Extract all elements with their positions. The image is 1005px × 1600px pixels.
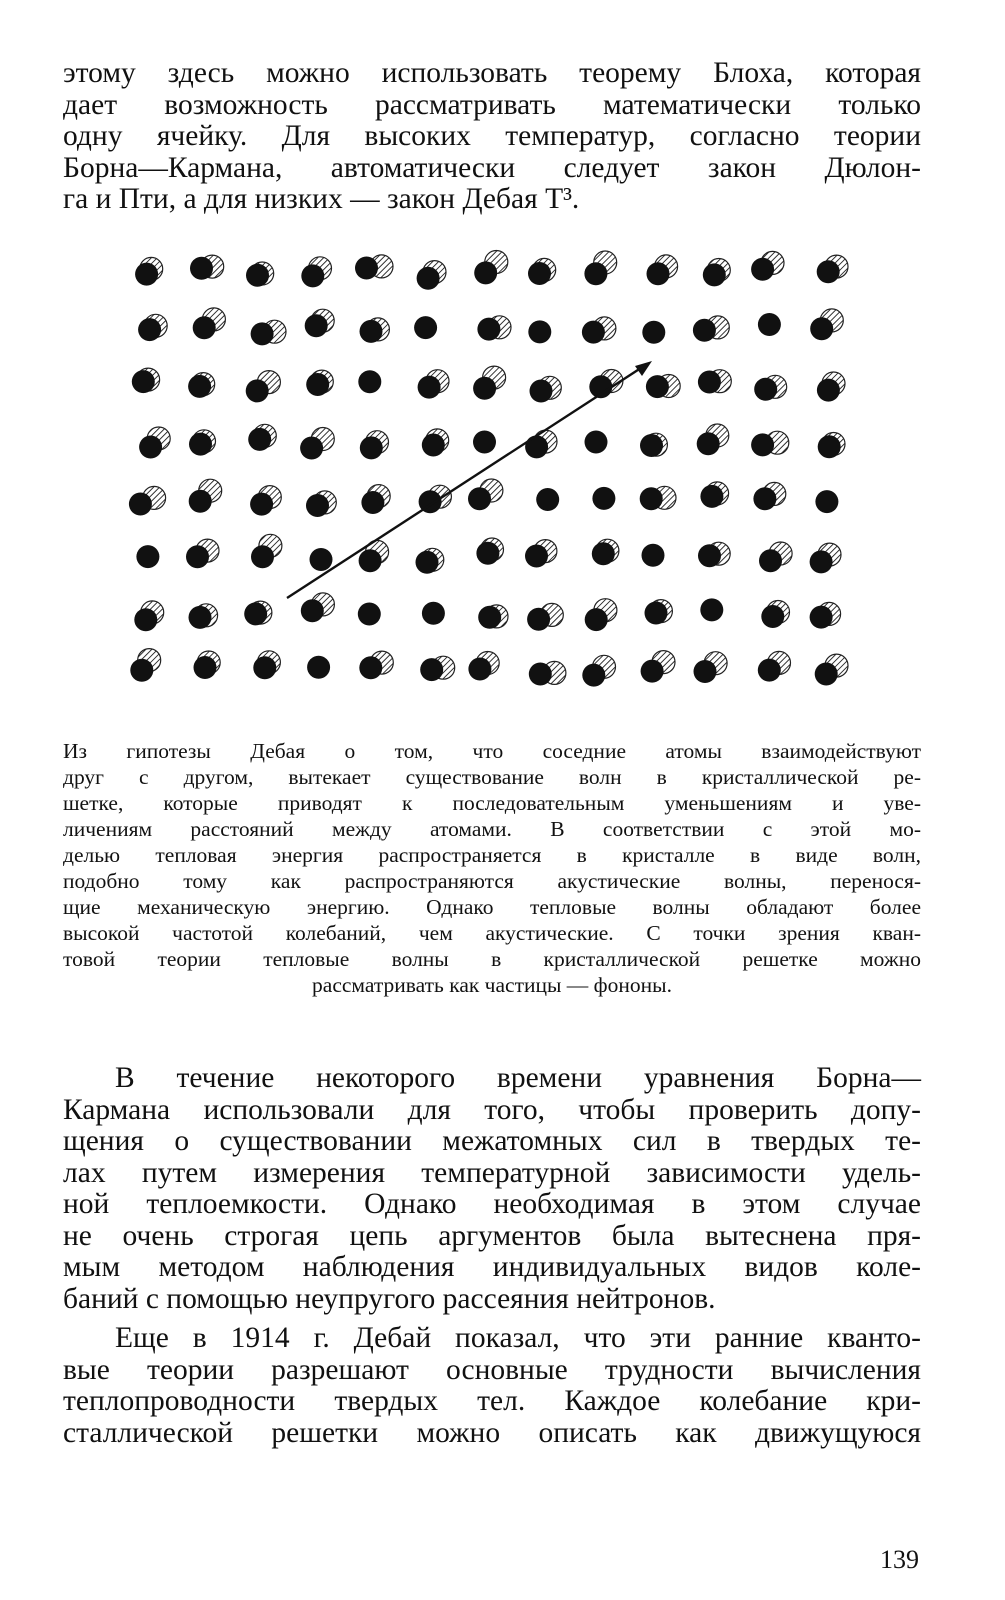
atom-pair (694, 652, 728, 683)
text-line: теплопроводности твердых тел. Каждое колебание кри- (63, 1385, 921, 1417)
text-line: щения о существовании межатомных сил в твердых те- (63, 1125, 921, 1157)
text-line: баний с помощью неупругого рассеяния нейтронов. (63, 1282, 716, 1315)
atom-pair (584, 251, 616, 285)
atom-pair (246, 371, 281, 403)
text-line: вые теории разрешают основные трудности вычисления (63, 1353, 921, 1386)
atom-pair (810, 602, 841, 628)
text-line: В течение некоторого времени уравнения Борна— (115, 1062, 921, 1094)
dark-atom (300, 437, 323, 460)
atom-pair (641, 651, 675, 683)
dark-atom (642, 321, 665, 344)
dark-atom (134, 608, 157, 631)
dark-atom (310, 548, 333, 571)
dark-atom (358, 370, 381, 393)
dark-atom (810, 550, 833, 573)
dark-atom (306, 494, 329, 517)
atom-pair (647, 255, 678, 285)
dark-atom (248, 428, 271, 451)
dark-atom (592, 487, 615, 510)
caption-line: рассматривать как частицы — фононы. (312, 973, 672, 997)
caption-line: делью тепловая энергия распространяется в кристалле в виде волн, (63, 843, 921, 867)
atom-pair (186, 539, 219, 568)
dark-atom (135, 263, 158, 286)
dark-atom (751, 433, 774, 456)
dark-atom (360, 436, 383, 459)
atom-pair (310, 548, 333, 571)
dark-atom (640, 434, 663, 457)
dark-atom (525, 545, 548, 568)
text-line: Кармана использовали для того, чтобы проверить допу- (63, 1093, 921, 1126)
atom-pair (478, 605, 508, 629)
atom-pair (194, 651, 221, 679)
caption-line: Из гипотезы Дебая о том, что соседние атомы взаимодействуют (63, 739, 921, 763)
atom-lattice (129, 251, 848, 687)
atom-pair (700, 482, 728, 508)
atom-pair (355, 255, 393, 280)
dark-atom (251, 322, 274, 345)
atom-pair (585, 431, 608, 454)
dark-atom (751, 258, 774, 281)
dark-atom (698, 544, 721, 567)
dark-atom (645, 602, 668, 625)
dark-atom (468, 658, 491, 681)
atom-pair (135, 257, 163, 285)
dark-atom (818, 435, 841, 458)
dark-atom (301, 599, 324, 622)
atom-pair (646, 375, 680, 399)
dark-atom (529, 663, 552, 686)
dark-atom (253, 656, 276, 679)
caption-line: шетке, которые приводят к последовательным уменьшениям и уве- (63, 791, 921, 815)
atom-pair (477, 316, 511, 341)
dark-atom (753, 487, 776, 510)
dark-atom (700, 598, 723, 621)
dark-atom (473, 431, 496, 454)
dark-atom (641, 660, 664, 683)
atom-pair (417, 261, 446, 290)
atom-pair (640, 486, 676, 510)
atom-pair (698, 370, 731, 394)
atom-pair (758, 313, 781, 336)
dark-atom (810, 606, 833, 629)
dark-atom (761, 605, 784, 628)
dark-atom (189, 433, 212, 456)
atom-pair (642, 544, 665, 567)
dark-atom (584, 262, 607, 285)
dark-atom (355, 257, 378, 280)
dark-atom (582, 321, 605, 344)
atom-pair (248, 424, 276, 451)
atom-pair (139, 427, 170, 459)
dark-atom (130, 659, 153, 682)
atom-pair (758, 651, 791, 681)
atom-pair (529, 661, 566, 685)
text-line: Борна—Кармана, автоматически следует закон Дюлон- (63, 151, 921, 184)
dark-atom (414, 316, 437, 339)
dark-atom (138, 318, 161, 341)
dark-atom (817, 260, 840, 283)
dark-atom (246, 379, 269, 402)
dark-atom (758, 659, 781, 682)
atom-pair (251, 320, 286, 345)
dark-atom (468, 487, 491, 510)
atom-pair (129, 486, 166, 515)
atom-pair (645, 600, 673, 625)
dark-atom (422, 434, 445, 457)
atom-pair (188, 373, 215, 398)
atom-pair (817, 372, 845, 402)
dark-atom (244, 602, 267, 625)
caption-line: подобно тому как распространяются акустические волны, перенося- (63, 869, 921, 893)
atom-pair (592, 487, 615, 510)
text-line: лах путем измерения температурной зависимости удель- (63, 1156, 921, 1189)
atom-pair (754, 375, 787, 400)
atom-pair (468, 479, 503, 510)
dark-atom (417, 267, 440, 290)
atom-pair (642, 321, 665, 344)
dark-atom (474, 261, 497, 284)
dark-atom (359, 656, 382, 679)
atom-pair (420, 656, 455, 681)
atom-pair (693, 316, 729, 342)
atom-pair (358, 603, 381, 626)
atom-pair (130, 649, 160, 682)
dark-atom (528, 320, 551, 343)
dark-atom (416, 551, 439, 574)
atom-pair (703, 259, 731, 287)
atom-pair (697, 424, 729, 455)
atom-pair (306, 491, 336, 517)
atom-pair (250, 486, 281, 516)
atom-pair (190, 255, 224, 280)
dark-atom (473, 377, 496, 400)
dark-atom (754, 378, 777, 401)
atom-pair (536, 488, 559, 511)
dark-atom (420, 658, 443, 681)
atom-pair (300, 428, 334, 460)
dark-atom (698, 371, 721, 394)
atom-pair (525, 430, 557, 458)
atom-pair (751, 251, 784, 280)
dark-atom (758, 313, 781, 336)
atom-pair (136, 545, 159, 568)
dark-atom (360, 320, 383, 343)
text-line: дает возможность рассматривать математически только (63, 88, 921, 121)
atom-pair (359, 540, 389, 572)
text-line: га и Пти, а для низких — закон Дебая T³. (63, 183, 580, 215)
dark-atom (527, 608, 550, 631)
text-line: Еще в 1914 г. Дебай показал, что эти ранние кванто- (115, 1322, 921, 1354)
atom-pair (640, 433, 667, 457)
atom-pair (474, 251, 508, 285)
dark-atom (305, 314, 328, 337)
atom-pair (759, 542, 792, 572)
dark-atom (129, 493, 152, 516)
dark-atom (525, 435, 548, 458)
atom-pair (138, 314, 167, 341)
dark-atom (194, 656, 217, 679)
dark-atom (358, 603, 381, 626)
dark-atom (190, 257, 213, 280)
page-number: 139 (880, 1545, 919, 1574)
atom-pair (193, 308, 226, 339)
atom-pair (416, 548, 444, 573)
atom-pair (700, 598, 723, 621)
dark-atom (476, 542, 499, 565)
atom-pair (307, 656, 330, 679)
body-paragraph (63, 1063, 921, 1315)
atom-pair (301, 257, 331, 288)
atom-pair (189, 430, 216, 456)
dark-atom (703, 263, 726, 286)
dark-atom (477, 318, 500, 341)
atom-pair (251, 534, 282, 568)
atom-pair (246, 262, 274, 287)
atom-pair (751, 431, 789, 456)
atom-pair (818, 433, 845, 459)
atom-pair (244, 601, 272, 625)
dark-atom (361, 491, 384, 514)
atom-pair (761, 601, 789, 629)
atom-pair (698, 542, 730, 567)
dark-atom (592, 542, 615, 565)
dark-atom (250, 493, 273, 516)
dark-atom (530, 380, 553, 403)
dark-atom (815, 663, 838, 686)
atom-pair (528, 258, 556, 285)
dark-atom (528, 262, 551, 285)
atom-pair (810, 309, 843, 340)
dark-atom (697, 432, 720, 455)
text-line: не очень строгая цепь аргументов была вытеснена пря- (63, 1219, 921, 1252)
dark-atom (136, 545, 159, 568)
dark-atom (582, 664, 605, 687)
text-line: сталлической решетки можно описать как движущуюся (63, 1416, 921, 1449)
dark-atom (193, 316, 216, 339)
figure-caption (63, 738, 921, 998)
dark-atom (693, 319, 716, 342)
dark-atom (642, 544, 665, 567)
atom-pair (815, 654, 848, 685)
atom-pair (132, 368, 160, 393)
atom-pair (525, 540, 557, 568)
caption-line: друг с другом, вытекает существование волн в кристаллической ре- (63, 765, 921, 789)
atom-pair (422, 602, 445, 625)
atom-pair (360, 318, 390, 343)
atom-pair (306, 370, 333, 396)
dark-atom (585, 431, 608, 454)
dark-atom (301, 264, 324, 287)
atom-pair (582, 655, 615, 686)
caption-line: высокой частотой колебаний, чем акустические. С точки зрения кван- (63, 921, 921, 945)
atom-pair (414, 316, 437, 339)
atom-pair (253, 651, 280, 679)
dark-atom (186, 545, 209, 568)
dark-atom (759, 549, 782, 572)
atom-pair (189, 479, 222, 513)
dark-atom (694, 660, 717, 683)
text-line: мым методом наблюдения индивидуальных видов коле- (63, 1251, 921, 1283)
atom-pair (815, 490, 838, 513)
atom-pair (468, 652, 499, 681)
atom-pair (305, 309, 335, 337)
body-paragraph (63, 1323, 921, 1449)
dark-atom (810, 317, 833, 340)
dark-atom (306, 373, 329, 396)
dark-atom (422, 602, 445, 625)
atom-pair (361, 485, 390, 514)
dark-atom (418, 376, 441, 399)
atom-pair (134, 601, 163, 631)
dark-atom (251, 545, 274, 568)
atom-pair (817, 255, 848, 283)
dark-atom (640, 487, 663, 510)
atom-pair (528, 320, 551, 343)
dark-atom (700, 485, 723, 508)
atom-pair (592, 539, 619, 565)
caption-line: щие механическую энергию. Однако тепловые волны обладают более (63, 895, 921, 919)
dark-atom (585, 608, 608, 631)
dark-atom (646, 375, 669, 398)
dark-atom (189, 606, 212, 629)
dark-atom (132, 370, 155, 393)
atom-pair (530, 376, 562, 402)
dark-atom (139, 436, 162, 459)
atom-pair (473, 431, 496, 454)
caption-line: товой теории тепловые волны в кристаллической решетке можно (63, 947, 921, 971)
atom-pair (585, 599, 617, 631)
dark-atom (189, 490, 212, 513)
dark-atom (647, 262, 670, 285)
text-line: ной теплоемкости. Однако необходимая в этом случае (63, 1188, 921, 1220)
dark-atom (188, 375, 211, 398)
dark-atom (815, 490, 838, 513)
text-line: этому здесь можно использовать теорему Блоха, которая (63, 57, 921, 89)
top-paragraph (63, 58, 921, 216)
dark-atom (817, 379, 840, 402)
atom-pair (476, 538, 503, 565)
dark-atom (246, 264, 269, 287)
caption-line: личениям расстояний между атомами. В соответствии с этой мо- (63, 817, 921, 841)
atom-pair (582, 317, 616, 344)
atom-pair (527, 603, 563, 630)
atom-pair (418, 370, 449, 399)
text-line: одну ячейку. Для высоких температур, согласно теории (63, 120, 921, 152)
atom-pair (360, 431, 389, 460)
atom-pair (358, 370, 381, 393)
atom-pair (473, 366, 506, 400)
atom-pair (359, 651, 393, 679)
crystal-lattice-wave-figure (110, 245, 890, 715)
atom-pair (810, 543, 841, 573)
dark-atom (359, 549, 382, 572)
dark-atom (536, 488, 559, 511)
atom-pair (422, 429, 449, 457)
atom-pair (301, 593, 335, 622)
atom-pair (189, 604, 218, 629)
atom-pair (753, 482, 785, 510)
dark-atom (478, 606, 501, 629)
dark-atom (307, 656, 330, 679)
